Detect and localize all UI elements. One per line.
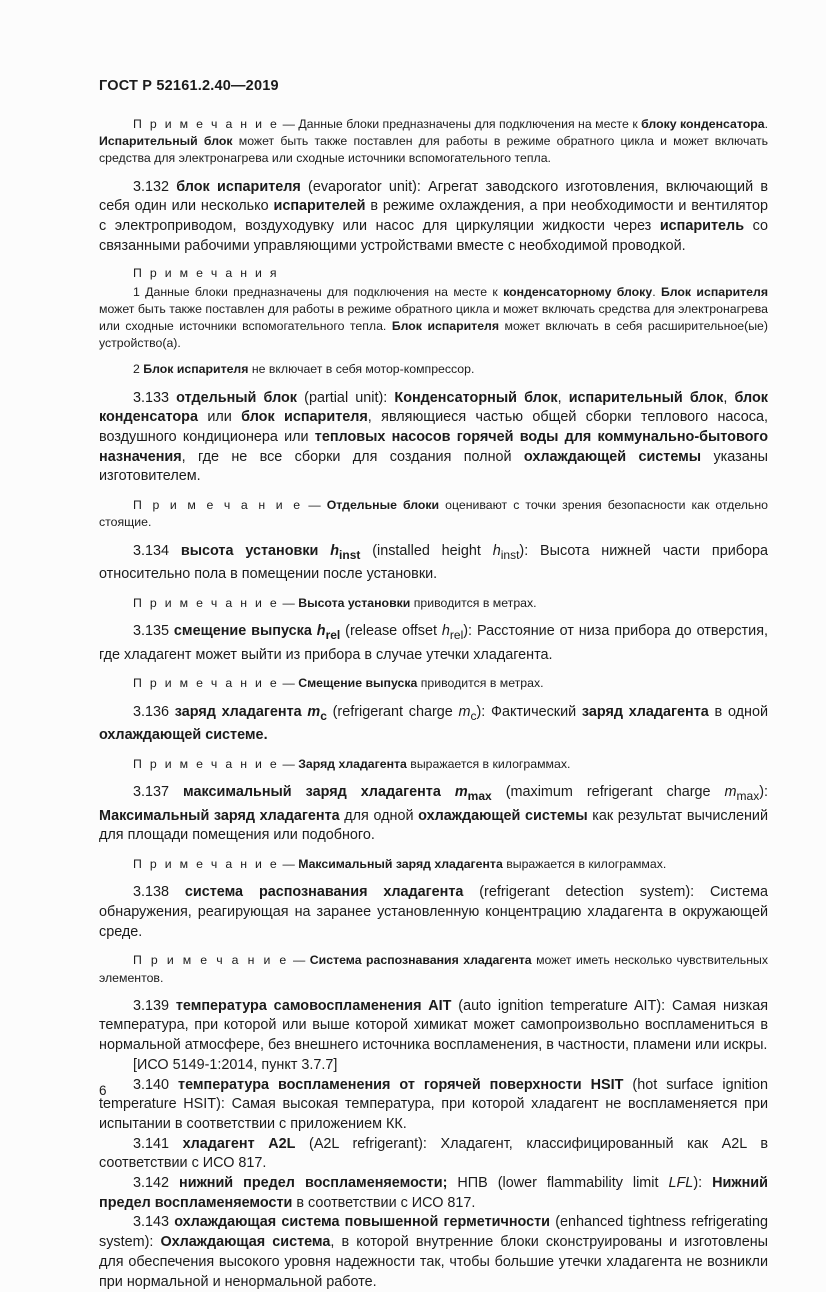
note-3-132-2: 2 Блок испарителя не включает в себя мотор-компрессор. (133, 362, 475, 377)
reference-3-139: [ИСО 5149-1:2014, пункт 3.7.7] (133, 1056, 338, 1073)
note-top: П р и м е ч а н и е — Данные блоки предназначены для подключения на месте к блоку конденсатора. Испарительный блок может быть также поставлен для работы в режиме обратного цикла и может включать средства для электронагрева или сходные источники вспомогательного тепла. (99, 117, 769, 166)
note-label: П р и м е ч а н и е (133, 117, 280, 131)
note-3-136: П р и м е ч а н и е — Заряд хладагента выражается в килограммах. (133, 756, 571, 771)
term-3-142: 3.142 нижний предел воспламеняемости; НПВ (lower flammability limit LFL): Нижний предел воспламеняемости в соответствии с ИСО 817. (99, 1175, 768, 1211)
document-body (99, 116, 768, 1292)
term-3-140: 3.140 температура воспламенения от горячей поверхности HSIT (hot surface ignition temperature HSIT): Самая высокая температура, при которой хладагент не воспламеняется при испытании в соответствии с приложением КК. (99, 1076, 768, 1132)
page-number: 6 (99, 1083, 107, 1098)
term-3-138: 3.138 система распознавания хладагента (refrigerant detection system): Система обнаружения, реагирующая на заранее установленную концентрацию хладагента в окружающей среде. (99, 884, 768, 940)
document-header: ГОСТ Р 52161.2.40—2019 (99, 78, 279, 94)
note-3-137: П р и м е ч а н и е — Максимальный заряд хладагента выражается в килограммах. (133, 857, 667, 871)
term-3-133: 3.133 отдельный блок (partial unit): Конденсаторный блок, испарительный блок, блок конденсатора или блок испарителя, являющиеся частью общей сборки теплового насоса, воздушного кондиционера или тепловых насосов горячей воды для коммунально-бытового назначения, где не все сборки для создания полной охлаждающей системы указаны изготовителем. (99, 389, 768, 485)
note-3-138: П р и м е ч а н и е — Система распознавания хладагента может иметь несколько чувствительных элементов. (99, 953, 768, 985)
term-3-141: 3.141 хладагент A2L (A2L refrigerant): Хладагент, классифицированный как A2L в соответствии с ИСО 817. (99, 1135, 768, 1172)
note-3-134: П р и м е ч а н и е — Высота установки приводится в метрах. (133, 595, 537, 610)
term-3-137: 3.137 максимальный заряд хладагента $m_{max}$ (maximum refrigerant charge $m_{max}$): Максимальный заряд хладагента для одной охлаждающей системы как результат вычислений для площади помещения или подобного. (99, 784, 769, 844)
term-3-143: 3.143 охлаждающая система повышенной герметичности (enhanced tightness refrigerating system): Охлаждающая система, в которой внутренние блоки сконструированы и изготовлены для обеспечения высокого уровня надежности так, чтобы большие утечки хладагента не возникли при нормальной и ненормальной работе. (99, 1214, 768, 1290)
term-3-136: 3.136 заряд хладагента $m_c$ (refrigerant charge $m_c$): Фактический заряд хладагента в одной охлаждающей системе. (99, 703, 769, 744)
term-3-134: 3.134 высота установки $h_{inst}$ (installed height $h_{inst}$): Высота нижней части прибора относительно пола в помещении после установки. (99, 542, 769, 583)
term-3-135: 3.135 смещение выпуска $h_{rel}$ (release offset $h_{rel}$): Расстояние от низа прибора до отверстия, где хладагент может выйти из прибора в случае утечки хладагента. (99, 623, 768, 663)
note-3-135: П р и м е ч а н и е — Смещение выпуска приводится в метрах. (133, 676, 544, 691)
notes-heading: П р и м е ч а н и я (133, 266, 279, 281)
note-3-132-1: 1 Данные блоки предназначены для подключения на месте к конденсаторному блоку. Блок испарителя может быть также поставлен для работы в режиме обратного цикла и может включать средства для электронагрева или сходные источники вспомогательного тепла. Блок испарителя может включать в себя расширительное(ые) устройство(а). (99, 284, 769, 351)
term-3-139: 3.139 температура самовоспламенения AIT (auto ignition temperature AIT): Самая низкая температура, при которой или выше которой химикат может самопроизвольно воспламениться в нормальной атмосфере, без внешнего источника воспламенения, в частности, пламени или искры. (99, 997, 769, 1054)
note-3-133: П р и м е ч а н и е — Отдельные блоки оценивают с точки зрения безопасности как отдельно стоящие. (99, 498, 768, 530)
term-3-132: 3.132 блок испарителя (evaporator unit): Агрегат заводского изготовления, включающий в себя один или несколько испарителей в режиме охлаждения, а при необходимости и вентилятор с электроприводом, воздуходувку или насос для циркуляции жидкости через испаритель со связанными рабочими управляющими устройствами вместе с необходимой проводкой. (99, 178, 769, 254)
